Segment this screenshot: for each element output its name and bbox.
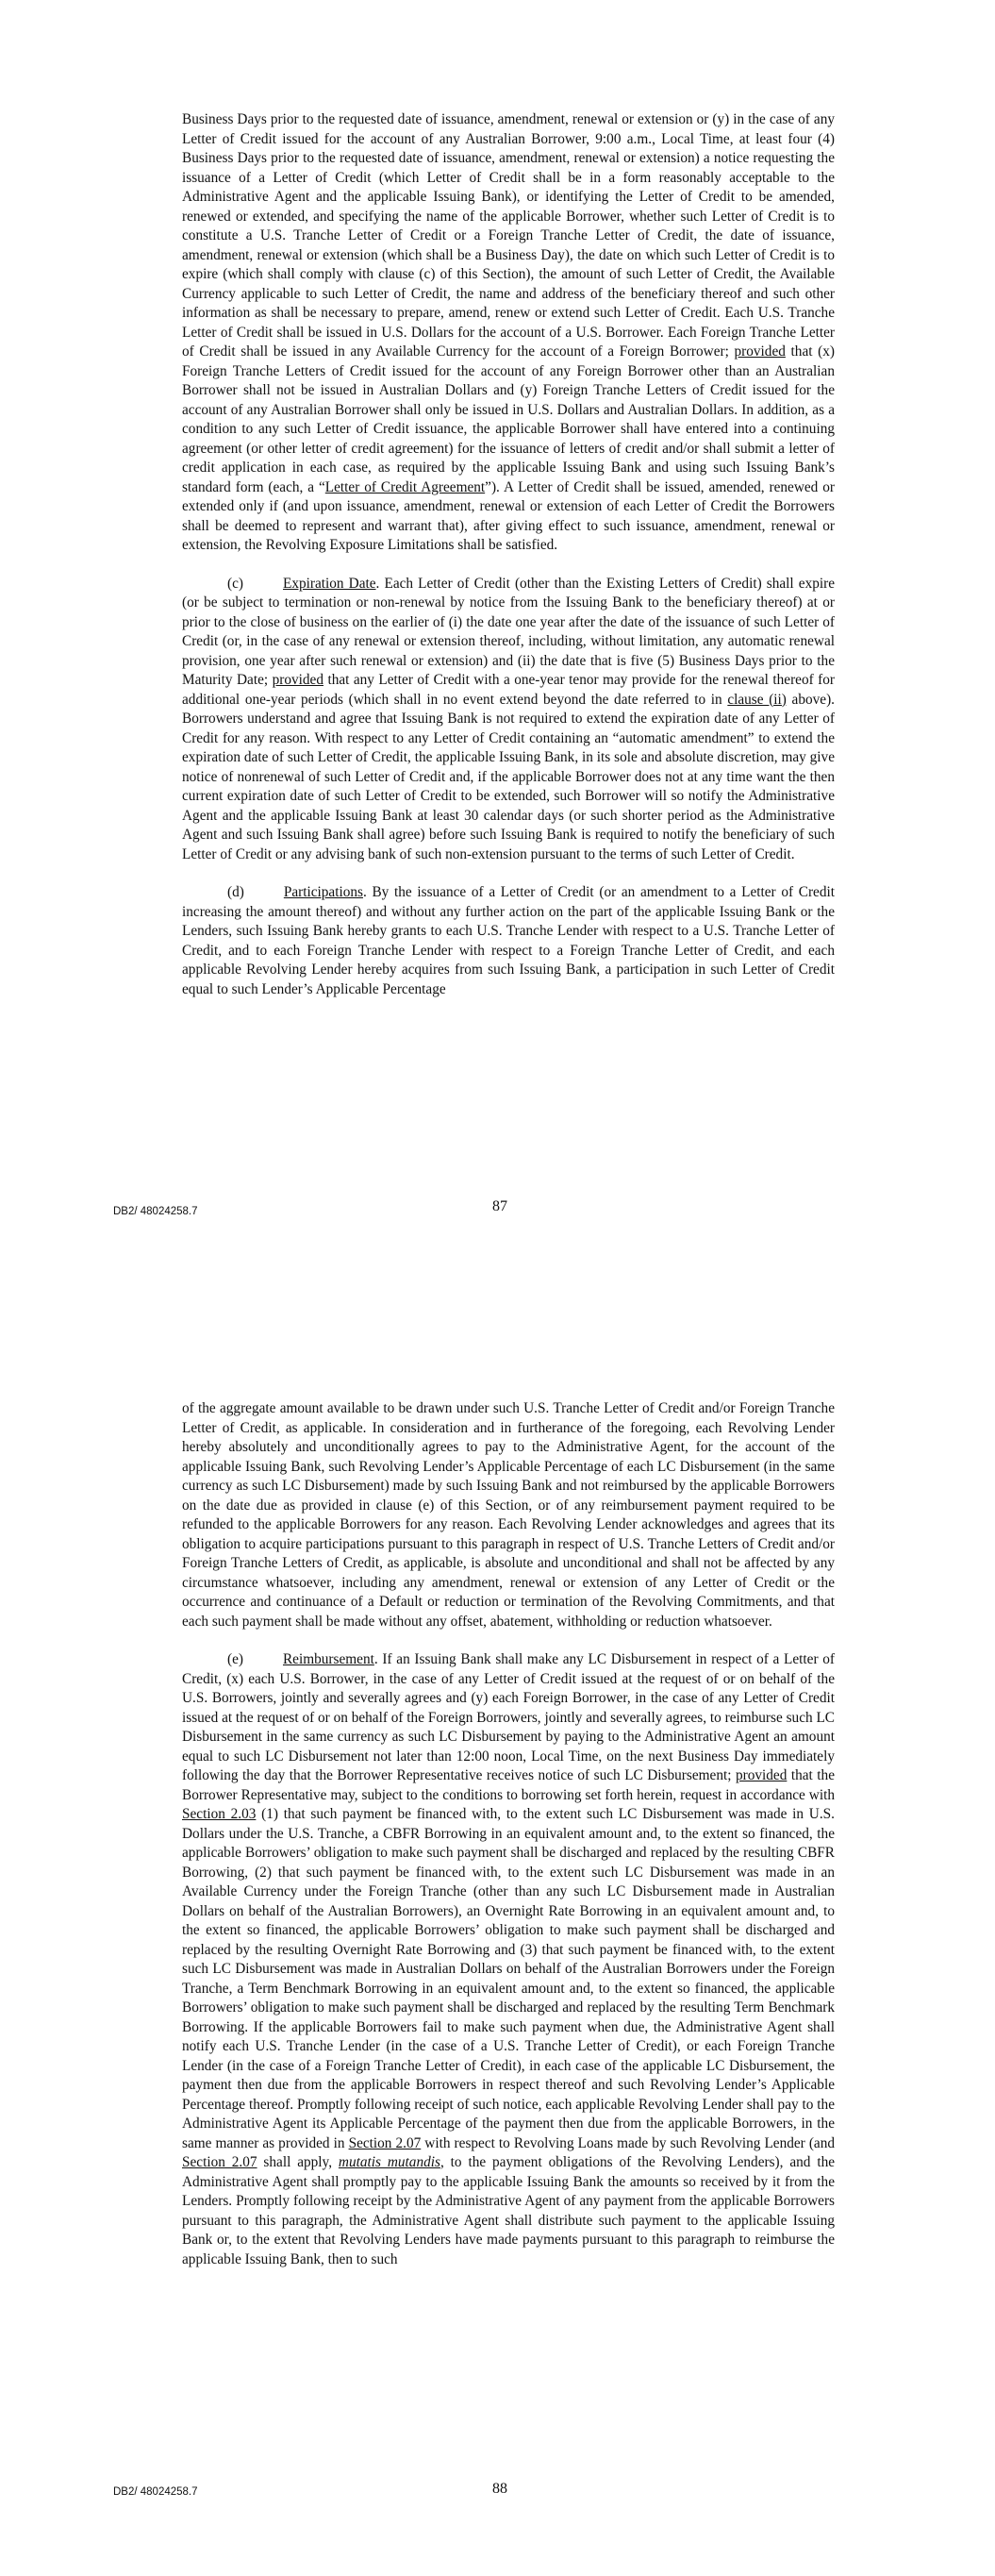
clause-heading: Expiration Date <box>282 575 376 592</box>
page-body <box>182 110 835 1018</box>
page-body <box>182 1399 835 2288</box>
document-id: DB2/ 48024258.7 <box>113 1206 198 1217</box>
page-88 <box>0 1288 995 2576</box>
paragraph-d-participations: (d) Participations. By the issuance of a Letter of Credit (or an amendment to a Letter of Credit increasing the amount thereof) and without any further action on the part of the applicable Issuing Bank or the Lenders, such Issuing Bank hereby grants to each U.S. Tranche Lender with respect to a U.S. Tranche Letter of Credit, and to each Foreign Tranche Lender with respect to a Foreign Tranche Letter of Credit, and each applicable Revolving Lender hereby acquires from such Issuing Bank, a participation in such Letter of Credit equal to such Lender’s Applicable Percentage <box>182 884 835 997</box>
clause-label: (e) <box>227 1651 243 1667</box>
document-id: DB2/ 48024258.7 <box>113 2486 198 2498</box>
clause-label: (c) <box>227 575 243 592</box>
clause-heading: Participations <box>283 884 363 900</box>
paragraph-c-expiration-date: (c) Expiration Date. Each Letter of Credit (other than the Existing Letters of Credit) shall expire (or be subject to termination or non-renewal by notice from the Issuing Bank to the beneficiary thereof) at or prior to the close of business on the earlier of (i) the date one year after the date of the issuance of such Letter of Credit (or, in the case of any renewal or extension thereof, including, without limitation, any automatic renewal provision, one year after such renewal or extension) and (ii) the date that is five (5) Business Days prior to the Maturity Date; provided that any Letter of Credit with a one-year tenor may provide for the renewal thereof for additional one-year periods (which shall in no event extend beyond the date referred to in clause (ii) above). Borrowers understand and agree that Issuing Bank is not required to extend the expiration date of any Letter of Credit for any reason. With respect to any Letter of Credit containing an “automatic amendment” to extend the expiration date of such Letter of Credit, the applicable Issuing Bank, in its sole and absolute discretion, may give notice of nonrenewal of such Letter of Credit and, if the applicable Borrower does not at any time want the then current expiration date of such Letter of Credit to be extended, such Borrower will so notify the Administrative Agent and the applicable Issuing Bank at least 30 calendar days (or such shorter period as the Administrative Agent and such Issuing Bank shall agree) before such Issuing Bank is required to notify the beneficiary of such Letter of Credit or any advising bank of such non-extension pursuant to the terms of such Letter of Credit. <box>182 575 835 862</box>
paragraph-d-continued: of the aggregate amount available to be drawn under such U.S. Tranche Letter of Credit and/or Foreign Tranche Letter of Credit, as applicable. In consideration and in furtherance of the foregoing, each Revolving Lender hereby absolutely and unconditionally agrees to pay to the Administrative Agent, for the account of the applicable Issuing Bank, such Revolving Lender’s Applicable Percentage of each LC Disbursement (in the same currency as such LC Disbursement) made by such Issuing Bank and not reimbursed by the applicable Borrowers on the date due as provided in clause (e) of this Section, or of any reimbursement payment required to be refunded to the applicable Borrowers for any reason. Each Revolving Lender acknowledges and agrees that its obligation to acquire participations pursuant to this paragraph in respect of U.S. Tranche Letters of Credit and/or Foreign Tranche Letters of Credit, as applicable, is absolute and unconditional and shall not be affected by any circumstance whatsoever, including any amendment, renewal or extension of any Letter of Credit or the occurrence and continuance of a Default or reduction or termination of the Revolving Commitments, and that each such payment shall be made without any offset, abatement, withholding or reduction whatsoever. <box>182 1400 835 1630</box>
clause-heading: Reimbursement <box>282 1651 374 1667</box>
page-number: 87 <box>492 1198 507 1214</box>
paragraph-e-reimbursement: (e) Reimbursement. If an Issuing Bank shall make any LC Disbursement in respect of a Letter of Credit, (x) each U.S. Borrower, in the case of any Letter of Credit issued at the request of or on behalf of the U.S. Borrowers, jointly and severally agrees and (y) each Foreign Borrower, in the case of any Letter of Credit issued at the request of or on behalf of the Foreign Borrowers, jointly and severally agrees, to reimburse such LC Disbursement in the same currency as such LC Disbursement by paying to the Administrative Agent an amount equal to such LC Disbursement not later than 12:00 noon, Local Time, on the next Business Day immediately following the day that the Borrower Representative receives notice of such LC Disbursement; provided that the Borrower Representative may, subject to the conditions to borrowing set forth herein, request in accordance with Section 2.03 (1) that such payment be financed with, to the extent such LC Disbursement was made in U.S. Dollars under the U.S. Tranche, a CBFR Borrowing in an equivalent amount and, to the extent so financed, the applicable Borrowers’ obligation to make such payment shall be discharged and replaced by the resulting CBFR Borrowing, (2) that such payment be financed with, to the extent such LC Disbursement was made in an Available Currency under the Foreign Tranche (other than any such LC Disbursement made in Australian Dollars on behalf of the Australian Borrowers), an Overnight Rate Borrowing in an equivalent amount and, to the extent so financed, the applicable Borrowers’ obligation to make such payment shall be discharged and replaced by the resulting Overnight Rate Borrowing and (3) that such payment be financed with, to the extent such LC Disbursement was made in Australian Dollars on behalf of the Australian Borrowers under the Foreign Tranche, a Term Benchmark Borrowing in an equivalent amount and, to the extent so financed, the applicable Borrowers’ obligation to make such payment shall be discharged and replaced by the resulting Term Benchmark Borrowing. If the applicable Borrowers fail to make such payment when due, the Administrative Agent shall notify each U.S. Tranche Lender (in the case of a U.S. Tranche Letter of Credit), or each Foreign Tranche Lender (in the case of a Foreign Tranche Letter of Credit), in each case of the applicable LC Disbursement, the payment then due from the applicable Borrowers in respect thereof and such Revolving Lender’s Applicable Percentage thereof. Promptly following receipt of such notice, each applicable Revolving Lender shall pay to the Administrative Agent its Applicable Percentage of the payment then due from the applicable Borrowers, in the same manner as provided in Section 2.07 with respect to Revolving Loans made by such Revolving Lender (and Section 2.07 shall apply, mutatis mutandis, to the payment obligations of the Revolving Lenders), and the Administrative Agent shall promptly pay to the applicable Issuing Bank the amounts so received by it from the Lenders. Promptly following receipt by the Administrative Agent of any payment from the applicable Borrowers pursuant to this paragraph, the Administrative Agent shall distribute such payment to the applicable Issuing Bank or, to the extent that Revolving Lenders have made payments pursuant to this paragraph to reimburse the applicable Issuing Bank, then to such <box>182 1651 836 2267</box>
page-number: 88 <box>492 2481 507 2497</box>
clause-label: (d) <box>227 884 244 900</box>
paragraph-b-continued: Business Days prior to the requested date of issuance, amendment, renewal or extension or (y) in the case of any Letter of Credit issued for the account of any Australian Borrower, 9:00 a.m., Local Time, at least four (4) Business Days prior to the requested date of issuance, amendment, renewal or extension) a notice requesting the issuance of a Letter of Credit (which Letter of Credit shall be in a form reasonably acceptable to the Administrative Agent and the applicable Issuing Bank), or identifying the Letter of Credit to be amended, renewed or extended, and specifying the name of the applicable Borrower, whether such Letter of Credit is to constitute a U.S. Tranche Letter of Credit or a Foreign Tranche Letter of Credit, the date of issuance, amendment, renewal or extension (which shall be a Business Day), the date on which such Letter of Credit is to expire (which shall comply with clause (c) of this Section), the amount of such Letter of Credit, the Available Currency applicable to such Letter of Credit, the name and address of the beneficiary thereof and such other information as shall be necessary to prepare, amend, renew or extend such Letter of Credit. Each U.S. Tranche Letter of Credit shall be issued in U.S. Dollars for the account of a U.S. Borrower. Each Foreign Tranche Letter of Credit shall be issued in any Available Currency for the account of a Foreign Borrower; provided that (x) Foreign Tranche Letters of Credit issued for the account of any Foreign Borrower other than an Australian Borrower shall not be issued in Australian Dollars and (y) Foreign Tranche Letters of Credit issued for the account of any Australian Borrower shall only be issued in U.S. Dollars and Australian Dollars. In addition, as a condition to any such Letter of Credit issuance, the applicable Borrower shall have entered into a continuing agreement (or other letter of credit agreement) for the issuance of letters of credit and/or shall submit a letter of credit application in each case, as required by the applicable Issuing Bank and using such Issuing Bank’s standard form (each, a “Letter of Credit Agreement”). A Letter of Credit shall be issued, amended, renewed or extended only if (and upon issuance, amendment, renewal or extension of each Letter of Credit the Borrowers shall be deemed to represent and warrant that), after giving effect to such issuance, amendment, renewal or extension, the Revolving Exposure Limitations shall be satisfied. <box>182 111 835 553</box>
